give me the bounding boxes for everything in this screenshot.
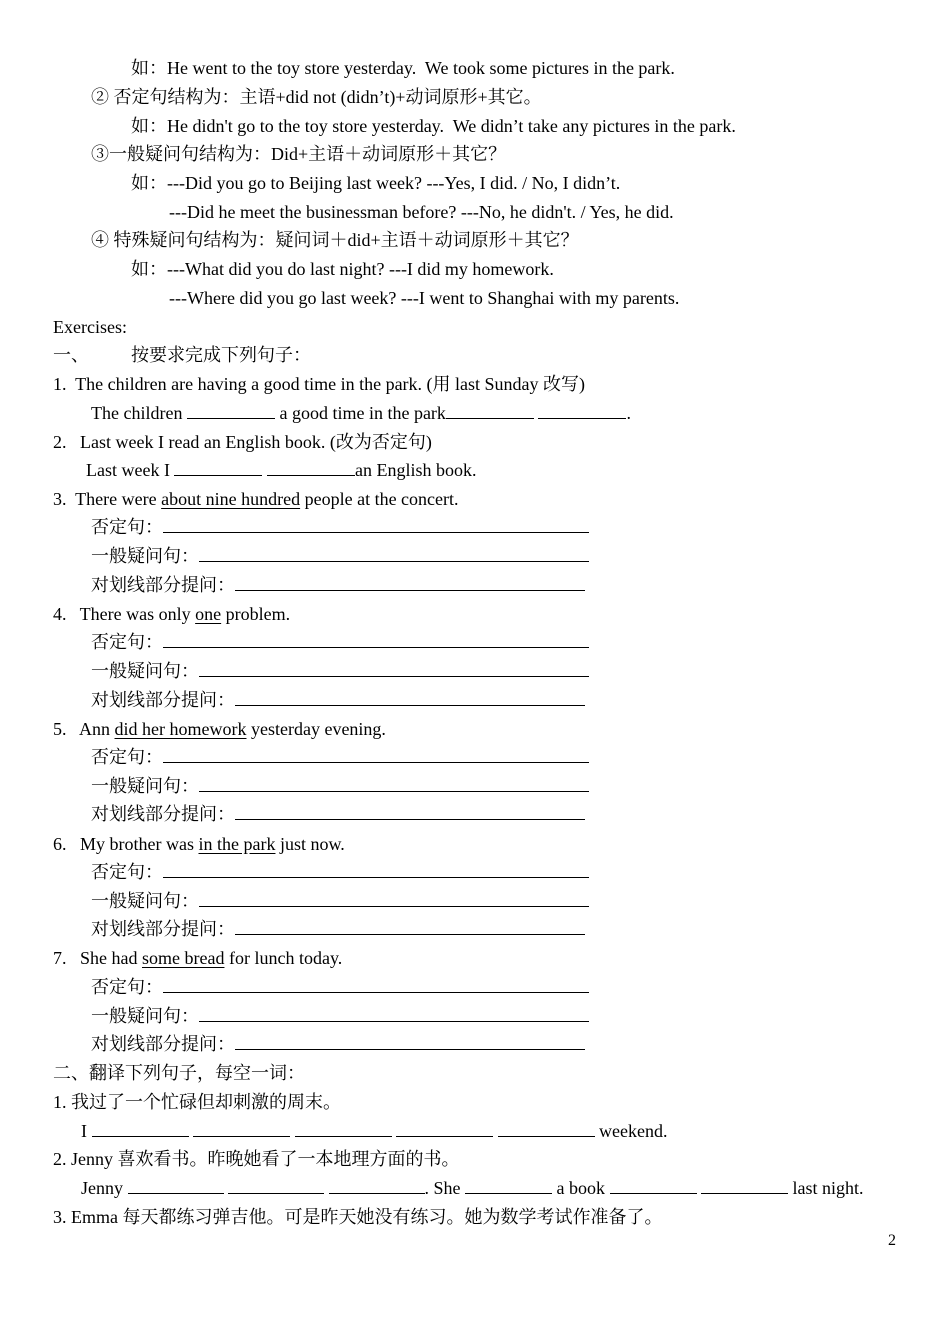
translation-1: 1. 我过了一个忙碌但却刺激的周末。 [53,1092,341,1112]
answer-blank[interactable] [187,402,275,419]
answer-line[interactable] [163,516,589,533]
translation-3: 3. Emma 每天都练习弹吉他。可是昨天她没有练习。她为数学考试作准备了。 [53,1207,663,1227]
example-yes-no-1: 如：---Did you go to Beijing last week? ---Yes, I did. / No, I didn’t. [131,173,621,193]
section-1-number: 一、 [53,345,89,365]
exercises-heading: Exercises: [53,317,127,337]
q3-negative-row: 否定句： [91,516,589,538]
question-3: 3. There were about nine hundred people at the concert. [53,489,459,509]
answer-line[interactable] [235,574,585,591]
answer-blank[interactable] [92,1120,189,1137]
answer-blank[interactable] [267,459,355,476]
answer-blank[interactable] [446,402,534,419]
translation-1-answer: I weekend. [81,1121,668,1141]
answer-blank[interactable] [498,1120,595,1137]
example-past-affirmative: 如：He went to the toy store yesterday. We took some pictures in the park. [131,58,675,78]
q5-yes-no-row: 一般疑问句： [91,775,589,797]
underlined-part: some bread [142,948,225,968]
rule-wh-question: ④ 特殊疑问句结构为：疑问词＋did+主语＋动词原形＋其它？ [91,230,579,250]
underlined-part: in the park [198,834,276,854]
answer-line[interactable] [235,803,585,820]
answer-line[interactable] [163,746,589,763]
example-wh-1: 如：---What did you do last night? ---I did my homework. [131,259,554,279]
answer-line[interactable] [199,775,589,792]
answer-blank[interactable] [193,1120,290,1137]
answer-blank[interactable] [128,1177,224,1194]
answer-line[interactable] [235,918,585,935]
question-1-answer: The children a good time in the park . [91,403,631,423]
underlined-part: did her homework [114,719,247,739]
q6-yes-no-row: 一般疑问句： [91,890,589,912]
q6-negative-row: 否定句： [91,861,589,883]
answer-blank[interactable] [396,1120,493,1137]
rule-yes-no-question: ③一般疑问句结构为：Did+主语＋动词原形＋其它？ [91,144,507,164]
answer-line[interactable] [199,890,589,907]
question-2-answer: Last week I an English book. [86,460,477,480]
underlined-part: about nine hundred [161,489,301,509]
question-7: 7. She had some bread for lunch today. [53,948,343,968]
answer-blank[interactable] [295,1120,392,1137]
answer-line[interactable] [163,861,589,878]
page-number: 2 [888,1232,896,1249]
example-yes-no-2: ---Did he meet the businessman before? ---No, he didn't. / Yes, he did. [169,202,674,222]
answer-line[interactable] [163,976,589,993]
answer-line[interactable] [235,1033,585,1050]
q3-yes-no-row: 一般疑问句： [91,545,589,567]
answer-line[interactable] [199,1005,589,1022]
q4-negative-row: 否定句： [91,631,589,653]
question-2: 2. Last week I read an English book. (改为否定句) [53,432,432,452]
example-wh-2: ---Where did you go last week? ---I went to Shanghai with my parents. [169,288,680,308]
example-negative: 如：He didn't go to the toy store yesterday. We didn’t take any pictures in the park. [131,116,736,136]
translation-2-answer: Jenny . She a book last night. [81,1178,864,1198]
question-5: 5. Ann did her homework yesterday evening. [53,719,386,739]
answer-blank[interactable] [228,1177,324,1194]
answer-blank[interactable] [174,459,262,476]
q5-negative-row: 否定句： [91,746,589,768]
question-4: 4. There was only one problem. [53,604,291,624]
q3-wh-row: 对划线部分提问： [91,574,585,596]
section-1-title: 按要求完成下列句子： [131,345,311,365]
q5-wh-row: 对划线部分提问： [91,803,585,825]
question-1: 1. The children are having a good time in the park. (用 last Sunday 改写) [53,374,586,394]
answer-blank[interactable] [538,402,626,419]
answer-blank[interactable] [465,1177,552,1194]
q7-negative-row: 否定句： [91,976,589,998]
translation-2: 2. Jenny 喜欢看书。昨晚她看了一本地理方面的书。 [53,1149,460,1169]
q6-wh-row: 对划线部分提问： [91,918,585,940]
q7-wh-row: 对划线部分提问： [91,1033,585,1055]
answer-line[interactable] [199,545,589,562]
underlined-part: one [195,604,222,624]
question-6: 6. My brother was in the park just now. [53,834,345,854]
answer-line[interactable] [235,689,585,706]
rule-negative: ② 否定句结构为：主语+did not (didn’t)+动词原形+其它。 [91,87,542,107]
answer-blank[interactable] [610,1177,697,1194]
answer-line[interactable] [163,631,589,648]
q4-wh-row: 对划线部分提问： [91,689,585,711]
answer-line[interactable] [199,660,589,677]
answer-blank[interactable] [329,1177,425,1194]
answer-blank[interactable] [701,1177,788,1194]
section-2-title: 二、翻译下列句子，每空一词： [53,1063,305,1083]
q7-yes-no-row: 一般疑问句： [91,1005,589,1027]
q4-yes-no-row: 一般疑问句： [91,660,589,682]
